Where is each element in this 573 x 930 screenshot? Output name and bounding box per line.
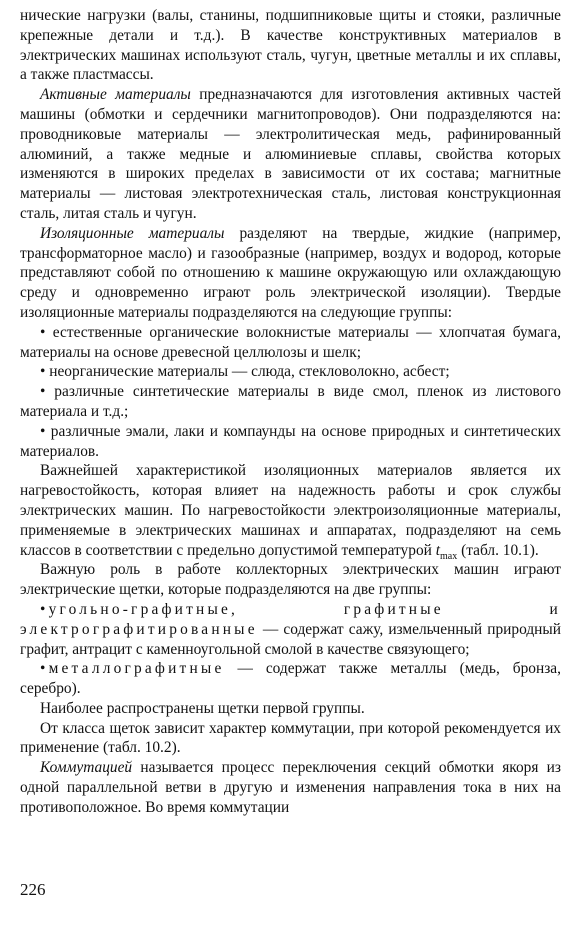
term-insulating-materials: Изоляционные материалы <box>40 224 225 242</box>
paragraph-brushes: Важную роль в работе коллекторных электрических машин играют электрические щетки, которые подразделяются на две группы: <box>20 561 561 599</box>
paragraph-heat-resistance <box>20 461 561 560</box>
paragraph-insulating-materials-text: разделяют на твердые, жидкие (например, трансформаторное масло) и газообразные (например, воздух и водород, которые представляют собой по отношению к машине окружающую или охлаждающую среду и одновременно играют роль электрической изоляции). Твердые изоляционные материалы подразделяются на следующие группы: <box>20 224 561 321</box>
paragraph-first-group: Наиболее распространены щетки первой группы. <box>40 699 365 717</box>
bullet-carbon-graphite-text: — содержат сажу, измельченный природный графит, антрацит с каменноугольной смолой в качестве связующего; <box>20 620 561 658</box>
paragraph-active-materials-text: предназначаются для изготовления активных частей машины (обмотки и сердечники магнитопроводов). Они подразделяются на: проводниковые материалы — электролитическая медь, рафинированный алюминий, а также медные и алюминиевые сплавы, свойства которых изменяются в широких пределах в зависимости от их состава; магнитные материалы — листовая электротехническая сталь, листовая конструкционная сталь, литая сталь и чугун. <box>20 86 561 222</box>
term-metal-graphite: •металлографитные <box>40 660 225 678</box>
bullet-synthetic-materials: • различные синтетические материалы в виде смол, пленок из листового материала и т.д.; <box>20 383 561 420</box>
paragraph-structural-materials: нические нагрузки (валы, станины, подшипниковые щиты и стояки, различные крепежные детали и т.д.). В качестве конструктивных материалов в электрических машинах используют сталь, чугун, цветные металлы и их сплавы, а также пластмассы. <box>20 7 561 84</box>
paragraph-heat-resistance-text: Важнейшей характеристикой изоляционных материалов является их нагревостойкость, которая влияет на надежность работы и срок службы электрических машин. По нагревостойкости электроизоляционные материалы, применяемые в электрических машинах и аппаратах, подразделяют на семь классов в соответствии с предельно допустимой температурой <box>20 462 561 559</box>
page-body <box>20 6 561 818</box>
bullet-metal-graphite-text: — содержат также металлы (медь, бронза, серебро). <box>20 660 561 698</box>
bullet-carbon-graphite-brushes <box>20 600 561 659</box>
paragraph-heat-resistance-end: (табл. 10.1). <box>457 541 539 559</box>
paragraph-active-materials <box>20 85 561 224</box>
paragraph-commutation-text: называется процесс переключения секций обмотки якоря из одной параллельной ветви в другую и изменения направления тока в них на противоположное. Во время коммутации <box>20 759 561 816</box>
paragraph-brush-class: От класса щеток зависит характер коммутации, при которой рекомендуется их применение (табл. 10.2). <box>20 719 561 757</box>
bullet-metal-graphite-brushes <box>20 659 561 699</box>
term-active-materials: Активные материалы <box>40 86 191 104</box>
page-number: 226 <box>20 880 46 899</box>
bullet-organic-materials: • естественные органические волокнистые материалы — хлопчатая бумага, материалы на основе древесной целлюлозы и шелк; <box>20 323 561 361</box>
symbol-t-subscript: max <box>440 550 458 562</box>
term-carbon-graphite: •угольно-графитные, графитные и электрографитированные <box>20 600 561 638</box>
paragraph-commutation <box>20 758 561 817</box>
term-commutation: Коммутацией <box>40 759 133 777</box>
paragraph-insulating-materials <box>20 224 561 323</box>
symbol-t: t <box>435 541 441 559</box>
bullet-inorganic-materials: • неорганические материалы — слюда, стекловолокно, асбест; <box>40 363 450 381</box>
bullet-enamels-varnishes: • различные эмали, лаки и компаунды на основе природных и синтетических материалов. <box>20 422 561 460</box>
